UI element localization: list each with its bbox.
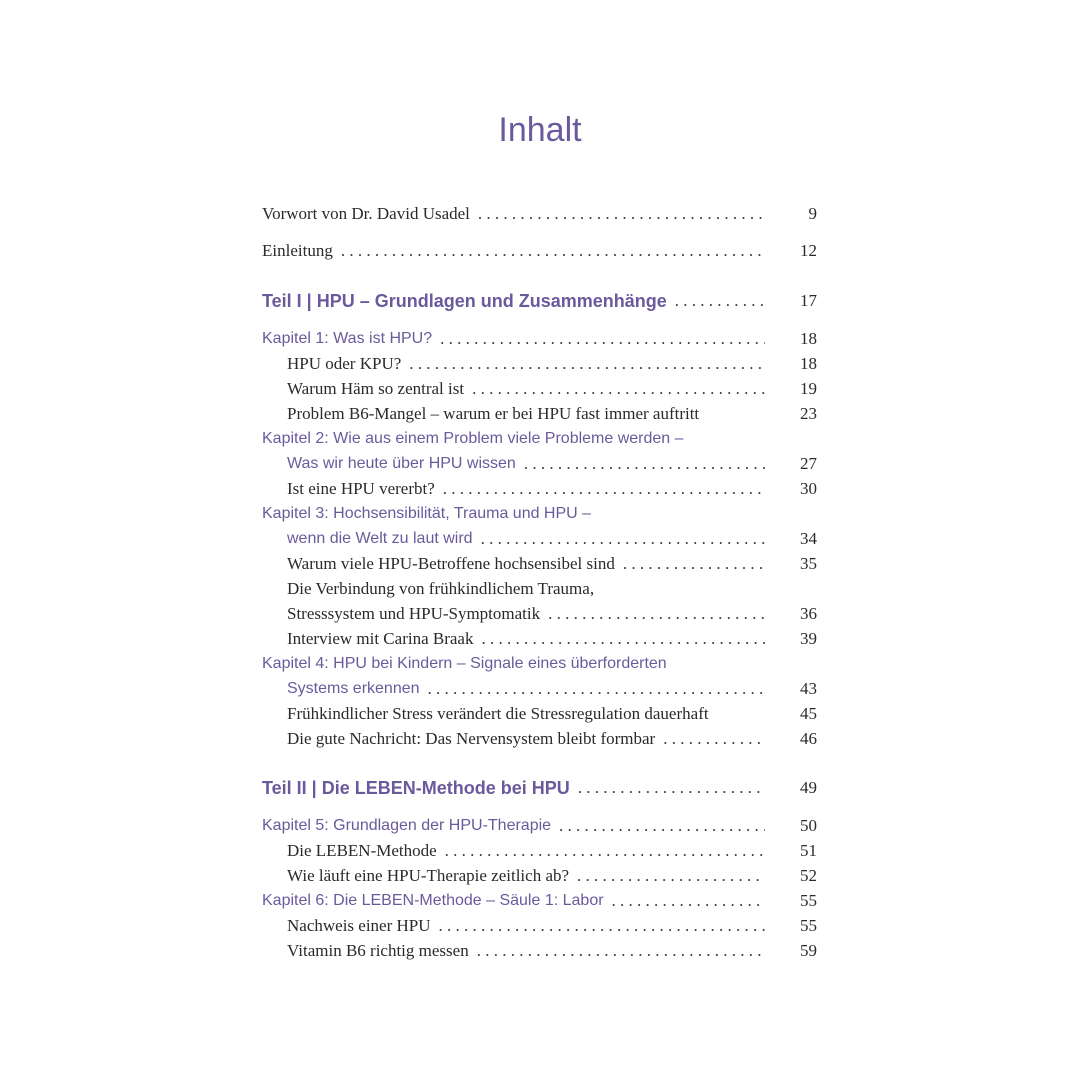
toc-section xyxy=(287,703,817,725)
toc-page-number: 52 xyxy=(800,866,817,885)
toc-section-title: Wie läuft eine HPU-Therapie zeitlich ab? xyxy=(287,866,570,885)
toc-page-number: 27 xyxy=(800,454,817,473)
toc-page-number: 55 xyxy=(800,916,817,935)
dot-leader xyxy=(559,815,765,837)
toc-entry-einleitung xyxy=(262,240,817,262)
toc-part-2 xyxy=(262,777,817,799)
dot-leader xyxy=(341,240,765,262)
toc-page-number: 35 xyxy=(800,554,817,573)
toc-chapter-title: Kapitel 2: Wie aus einem Problem viele Probleme werden – xyxy=(262,430,684,447)
toc-section-title: Problem B6-Mangel – warum er bei HPU fast immer auftritt xyxy=(287,404,700,423)
toc-page-number: 55 xyxy=(800,891,817,910)
dot-leader xyxy=(409,353,765,375)
toc-section xyxy=(287,403,817,425)
dot-leader xyxy=(443,478,765,500)
toc-section-title: Die LEBEN-Methode xyxy=(287,841,437,860)
page-title: Inhalt xyxy=(498,110,582,149)
dot-leader xyxy=(675,290,765,312)
dot-leader xyxy=(428,678,765,700)
dot-leader xyxy=(578,777,765,799)
toc-page-number: 45 xyxy=(800,704,817,723)
toc-page-number: 18 xyxy=(800,329,817,348)
toc-section-title: Warum viele HPU-Betroffene hochsensibel sind xyxy=(287,554,615,573)
toc-chapter-5 xyxy=(262,815,817,837)
dot-leader xyxy=(440,328,765,350)
toc-entry-text: Einleitung xyxy=(262,241,333,260)
toc-chapter-4-continued xyxy=(287,678,817,700)
toc-page-number: 17 xyxy=(800,291,817,310)
toc-chapter-2-continued xyxy=(287,453,817,475)
toc-section xyxy=(287,553,817,575)
toc-page-number: 49 xyxy=(800,778,817,797)
dot-leader xyxy=(623,553,765,575)
toc-chapter-3 xyxy=(262,503,817,525)
toc-part-title: Teil II | Die LEBEN-Methode bei HPU xyxy=(262,778,570,798)
toc-section-title: Vitamin B6 richtig messen xyxy=(287,941,469,960)
toc-page-number: 23 xyxy=(800,404,817,423)
toc-chapter-title: Kapitel 5: Grundlagen der HPU-Therapie xyxy=(262,817,552,834)
toc-chapter-1 xyxy=(262,328,817,350)
toc-page-number: 36 xyxy=(800,604,817,623)
toc-section xyxy=(287,478,817,500)
toc-section xyxy=(287,865,817,887)
dot-leader xyxy=(439,915,765,937)
toc-section xyxy=(287,628,817,650)
toc-entry-vorwort xyxy=(262,203,817,225)
toc-section-title: Die Verbindung von frühkindlichem Trauma, xyxy=(287,579,595,598)
toc-section-title: Warum Häm so zentral ist xyxy=(287,379,465,398)
toc-page-number: 12 xyxy=(800,241,817,260)
dot-leader xyxy=(472,378,765,400)
dot-leader xyxy=(477,940,765,962)
toc-section xyxy=(287,353,817,375)
dot-leader xyxy=(548,603,765,625)
toc-part-1 xyxy=(262,290,817,312)
toc-section xyxy=(287,940,817,962)
dot-leader xyxy=(612,890,765,912)
toc-section-title: Die gute Nachricht: Das Nervensystem bleibt formbar xyxy=(287,729,656,748)
toc-page-number: 59 xyxy=(800,941,817,960)
toc-chapter-6 xyxy=(262,890,817,912)
toc-chapter-2 xyxy=(262,428,817,450)
toc-chapter-title: Kapitel 1: Was ist HPU? xyxy=(262,330,433,347)
toc-section xyxy=(287,728,817,750)
dot-leader xyxy=(577,865,765,887)
dot-leader xyxy=(478,203,765,225)
toc-page-number: 50 xyxy=(800,816,817,835)
toc-section-title: Interview mit Carina Braak xyxy=(287,629,474,648)
toc-page-number: 9 xyxy=(808,204,817,223)
toc-part-title: Teil I | HPU – Grundlagen und Zusammenhänge xyxy=(262,291,667,311)
toc-entry-text: Vorwort von Dr. David Usadel xyxy=(262,204,470,223)
toc-section-title: Ist eine HPU vererbt? xyxy=(287,479,435,498)
toc-page-number: 34 xyxy=(800,529,817,548)
toc-section xyxy=(287,378,817,400)
toc-chapter-3-continued xyxy=(287,528,817,550)
toc-page-number: 19 xyxy=(800,379,817,398)
dot-leader xyxy=(524,453,765,475)
toc-section-title: Frühkindlicher Stress verändert die Stressregulation dauerhaft xyxy=(287,704,709,723)
dot-leader xyxy=(481,628,765,650)
toc-chapter-title: wenn die Welt zu laut wird xyxy=(287,530,473,547)
toc-section-title: HPU oder KPU? xyxy=(287,354,402,373)
toc-section-title: Nachweis einer HPU xyxy=(287,916,431,935)
toc-chapter-title: Systems erkennen xyxy=(287,680,420,697)
toc-page-number: 30 xyxy=(800,479,817,498)
toc-section-continued xyxy=(287,603,817,625)
toc-chapter-title: Kapitel 4: HPU bei Kindern – Signale eines überforderten xyxy=(262,655,667,672)
toc-chapter-title: Kapitel 3: Hochsensibilität, Trauma und HPU – xyxy=(262,505,592,522)
toc-chapter-title: Kapitel 6: Die LEBEN-Methode – Säule 1: Labor xyxy=(262,892,604,909)
toc-section xyxy=(287,840,817,862)
toc-page-number: 51 xyxy=(800,841,817,860)
toc-chapter-4 xyxy=(262,653,817,675)
toc-section xyxy=(287,915,817,937)
toc-page-number: 39 xyxy=(800,629,817,648)
toc-section xyxy=(287,578,817,600)
dot-leader xyxy=(663,728,765,750)
dot-leader xyxy=(445,840,765,862)
toc-page-number: 46 xyxy=(800,729,817,748)
toc-page-number: 18 xyxy=(800,354,817,373)
dot-leader xyxy=(481,528,765,550)
toc-chapter-title: Was wir heute über HPU wissen xyxy=(287,455,516,472)
toc-section-title: Stresssystem und HPU-Symptomatik xyxy=(287,604,541,623)
toc-page-number: 43 xyxy=(800,679,817,698)
